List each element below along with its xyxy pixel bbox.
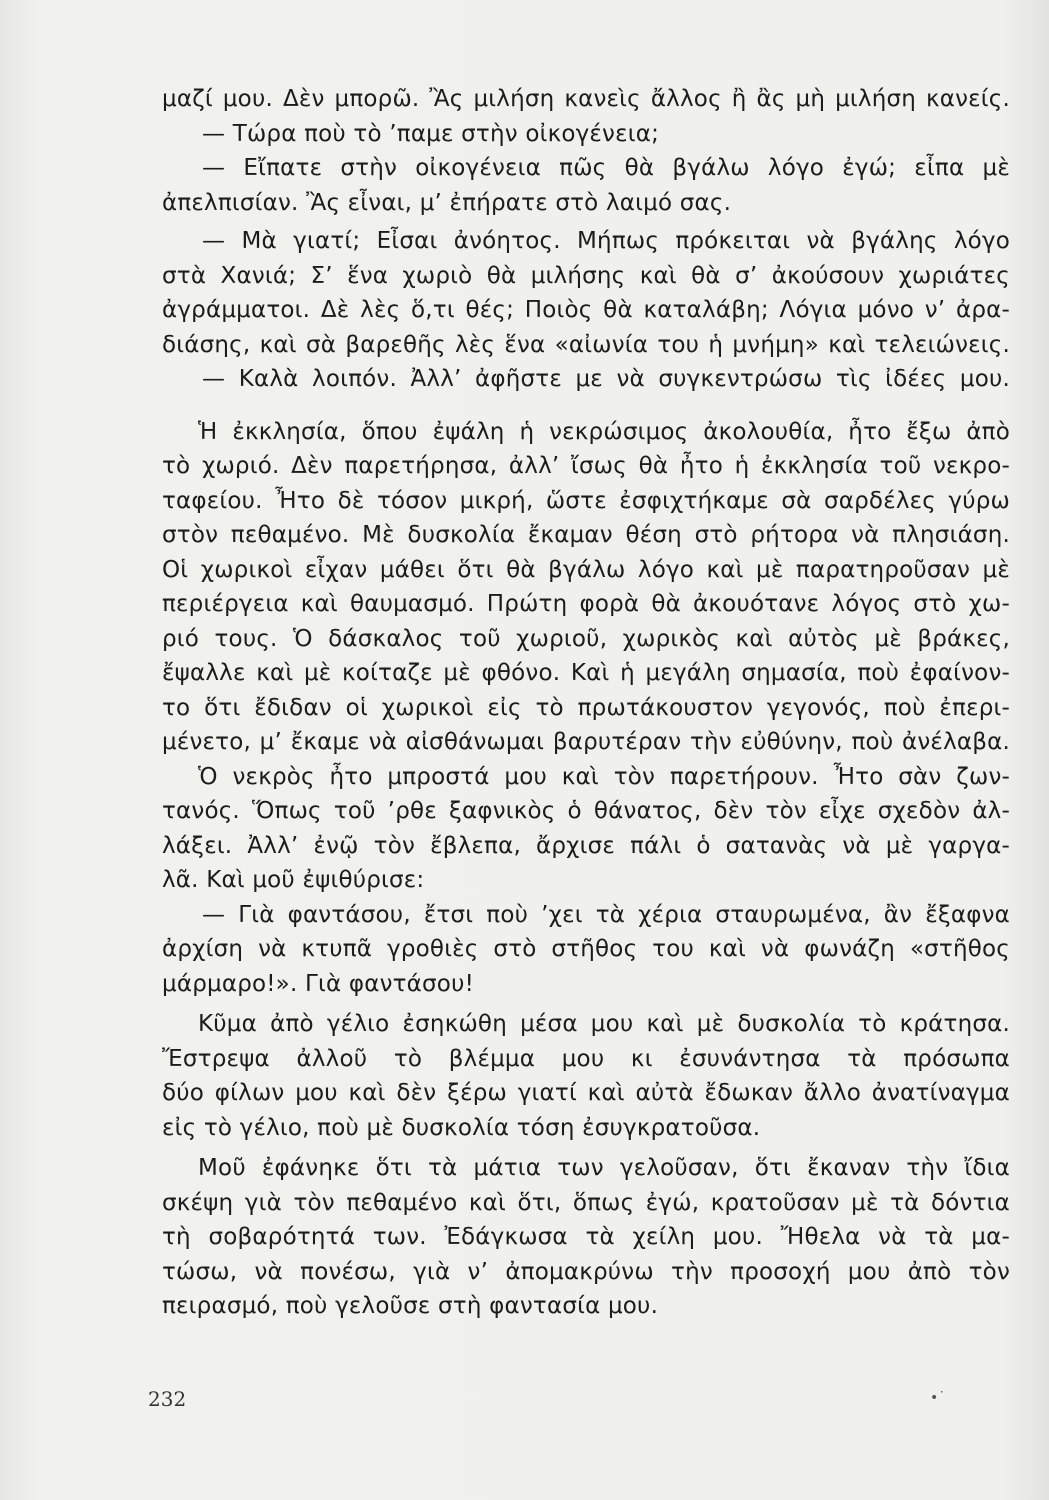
text-line: τὴ σοβαρότητά των. Ἐδάγκωσα τὰ χείλη μου. Ἤθελα νὰ τὰ μα- <box>162 1224 1010 1250</box>
text-line: — Καλὰ λοιπόν. Ἀλλ’ ἀφῆστε με νὰ συγκεντρώσω τὶς ἰδέες μου. <box>202 366 1010 392</box>
text-line: διάσης, καὶ σὰ βαρεθῆς λὲς ἕνα «αἰωνία του ἡ μνήμη» καὶ τελειώνεις. <box>162 331 1010 358</box>
text-line: ἀρχίση νὰ κτυπᾶ γροθιὲς στὸ στῆθος του καὶ νὰ φωνάζη «στῆθος <box>162 936 1010 962</box>
body-text <box>162 82 1010 1324</box>
text-line: Κῦμα ἀπὸ γέλιο ἐσηκώθη μέσα μου καὶ μὲ δυσκολία τὸ κράτησα. <box>198 1011 1010 1037</box>
text-line: — Εἴπατε στὴν οἰκογένεια πῶς θὰ βγάλω λόγο ἐγώ; εἶπα μὲ <box>202 155 1010 181</box>
text-line: δύο φίλων μου καὶ δὲν ξέρω γιατί καὶ αὐτὰ ἔδωκαν ἄλλο ἀνατίναγμα <box>162 1080 1010 1106</box>
text-line: Μοῦ ἐφάνηκε ὅτι τὰ μάτια των γελοῦσαν, ὅτι ἔκαναν τὴν ἴδια <box>198 1155 1010 1181</box>
text-line: λᾶ. Καὶ μοῦ ἐψιθύρισε: <box>162 867 425 893</box>
text-line: ταφείου. Ἦτο δὲ τόσον μικρή, ὥστε ἐσφιχτήκαμε σὰ σαρδέλες γύρω <box>162 487 1010 514</box>
text-line: ἀπελπισίαν. Ἂς εἶναι, μ’ ἐπήρατε στὸ λαιμό σας. <box>162 189 732 216</box>
text-line: Οἱ χωρικοὶ εἶχαν μάθει ὅτι θὰ βγάλω λόγο καὶ μὲ παρατηροῦσαν μὲ <box>162 556 1010 583</box>
text-line: — Γιὰ φαντάσου, ἔτσι ποὺ ’χει τὰ χέρια σταυρωμένα, ἂν ἔξαφνα <box>202 901 1010 928</box>
text-line: εἰς τὸ γέλιο, ποὺ μὲ δυσκολία τόση ἐσυγκρατοῦσα. <box>162 1114 761 1141</box>
text-line: Ἔστρεψα ἀλλοῦ τὸ βλέμμα μου κι ἐσυνάντησα τὰ πρόσωπα <box>162 1045 1010 1072</box>
text-line: στὸν πεθαμένο. Μὲ δυσκολία ἔκαμαν θέση στὸ ρήτορα νὰ πλησιάση. <box>162 522 1010 548</box>
text-line: το ὅτι ἔδιδαν οἱ χωρικοὶ εἰς τὸ πρωτάκουστον γεγονός, ποὺ ἐπερι- <box>162 694 1010 721</box>
text-line: περιέργεια καὶ θαυμασμό. Πρώτη φορὰ θὰ ἀκουότανε λόγος στὸ χω- <box>162 591 1010 617</box>
text-line: τανός. Ὅπως τοῦ ’ρθε ξαφνικὸς ὁ θάνατος, δὲν τὸν εἶχε σχεδὸν ἀλ- <box>162 798 1010 824</box>
text-line: μαζί μου. Δὲν μπορῶ. Ἂς μιλήση κανεὶς ἄλλος ἢ ἂς μὴ μιλήση κανείς. <box>162 86 1010 112</box>
text-line: ἔψαλλε καὶ μὲ κοίταζε μὲ φθόνο. Καὶ ἡ μεγάλη σημασία, ποὺ ἐφαίνον- <box>162 660 1010 686</box>
text-line: ἀγράμματοι. Δὲ λὲς ὅ,τι θές; Ποιὸς θὰ καταλάβη; Λόγια μόνο ν’ ἀρα- <box>162 297 1010 323</box>
text-line: — Μὰ γιατί; Εἶσαι ἀνόητος. Μήπως πρόκειται νὰ βγάλης λόγο <box>202 228 1010 254</box>
text-line: πειρασμό, ποὺ γελοῦσε στὴ φαντασία μου. <box>162 1293 659 1319</box>
text-line: ριό τους. Ὁ δάσκαλος τοῦ χωριοῦ, χωρικὸς καὶ αὐτὸς μὲ βράκες, <box>162 625 1010 652</box>
text-line: τὸ χωριό. Δὲν παρετήρησα, ἀλλ’ ἴσως θὰ ἦτο ἡ ἐκκλησία τοῦ νεκρο- <box>162 453 1010 479</box>
print-mark: •˙ <box>930 1390 946 1406</box>
text-line: στὰ Χανιά; Σ’ ἕνα χωριὸ θὰ μιλήσης καὶ θὰ σ’ ἀκούσουν χωριάτες <box>162 262 1010 289</box>
text-line: — Τώρα ποὺ τὸ ’παμε στὴν οἰκογένεια; <box>202 120 660 147</box>
text-line: λάξει. Ἀλλ’ ἐνῷ τὸν ἔβλεπα, ἄρχισε πάλι ὁ σατανὰς νὰ μὲ γαργα- <box>162 832 1010 859</box>
text-line: Ἡ ἐκκλησία, ὅπου ἐψάλη ἡ νεκρώσιμος ἀκολουθία, ἦτο ἔξω ἀπὸ <box>198 418 1010 445</box>
page-number: 232 <box>148 1387 187 1411</box>
text-line: μένετο, μ’ ἔκαμε νὰ αἰσθάνωμαι βαρυτέραν τὴν εὐθύνην, ποὺ ἀνέλαβα. <box>162 729 1010 755</box>
text-line: τώσω, νὰ πονέσω, γιὰ ν’ ἀπομακρύνω τὴν προσοχή μου ἀπὸ τὸν <box>162 1258 1010 1285</box>
text-line: Ὁ νεκρὸς ἦτο μπροστά μου καὶ τὸν παρετήρουν. Ἦτο σὰν ζων- <box>198 763 1010 790</box>
text-line: μάρμαρο!». Γιὰ φαντάσου! <box>162 970 475 997</box>
text-line: σκέψη γιὰ τὸν πεθαμένο καὶ ὅτι, ὅπως ἐγώ, κρατοῦσαν μὲ τὰ δόντια <box>162 1189 1010 1216</box>
